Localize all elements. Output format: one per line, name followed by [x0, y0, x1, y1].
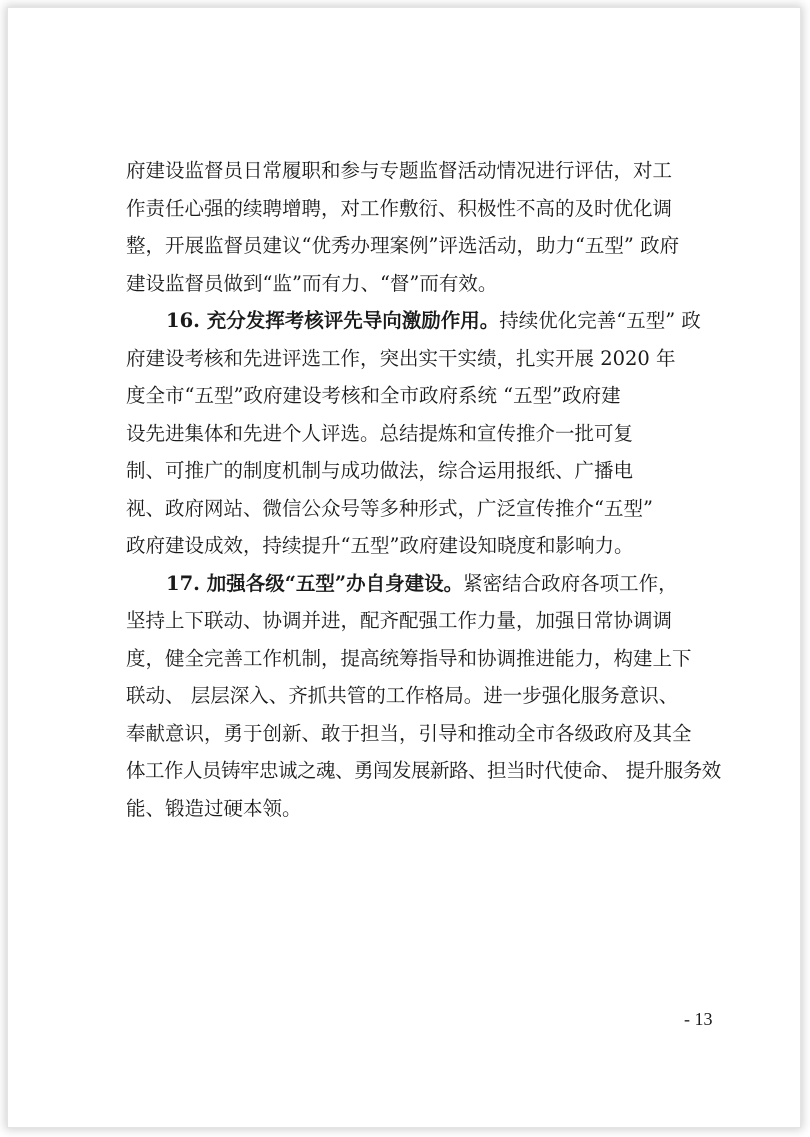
text-line: 度全市“五型”政府建设考核和全市政府系统 “五型”政府建 — [126, 384, 621, 407]
text-line: 政府建设成效，持续提升“五型”政府建设知晓度和影响力。 — [126, 534, 634, 557]
body-text — [126, 152, 726, 827]
text-run: 持续优化完善“五型” 政 — [499, 309, 701, 332]
text-line: 奉献意识，勇于创新、敢于担当，引导和推动全市各级政府及其全 — [126, 721, 692, 745]
section-heading-17: 17. 加强各级“五型”办自身建设。 — [166, 571, 464, 595]
text-line: 能、锻造过硬本领。 — [126, 796, 302, 820]
document-page — [8, 8, 800, 1127]
text-line: 建设监督员做到“监”而有力、“督”而有效。 — [126, 271, 498, 295]
paragraph-16-first-line — [126, 302, 726, 340]
text-line: 府建设考核和先进评选工作，突出实干实绩，扎实开展 2020 年 — [126, 346, 676, 370]
text-line: 联动、 层层深入、齐抓共管的工作格局。进一步强化服务意识、 — [126, 684, 679, 707]
text-line: 设先进集体和先进个人评选。总结提炼和宣传推介一批可复 — [126, 421, 634, 445]
section-heading-16: 16. 充分发挥考核评先导向激励作用。 — [166, 309, 500, 332]
text-line: 视、政府网站、微信公众号等多种形式，广泛宣传推介“五型” — [126, 496, 653, 520]
text-run: 紧密结合政府各项工作， — [463, 571, 678, 595]
text-line: 体工作人员铸牢忠诚之魂、勇闯发展新路、担当时代使命、 提升服务效 — [126, 759, 721, 782]
text-line: 整，开展监督员建议“优秀办理案例”评选活动，助力“五型” 政府 — [126, 234, 680, 257]
text-line: 坚持上下联动、协调并进，配齐配强工作力量，加强日常协调调 — [126, 609, 673, 632]
page-number: - 13 — [684, 1009, 713, 1029]
text-line: 制、可推广的制度机制与成功做法，综合运用报纸、广播电 — [126, 459, 634, 482]
paragraph-17-first-line — [126, 565, 726, 603]
text-line: 作责任心强的续聘增聘，对工作敷衍、积极性不高的及时优化调 — [126, 196, 673, 220]
text-line: 府建设监督员日常履职和参与专题监督活动情况进行评估，对工 — [126, 159, 673, 182]
text-line: 度，健全完善工作机制，提高统筹指导和协调推进能力，构建上下 — [126, 646, 692, 670]
